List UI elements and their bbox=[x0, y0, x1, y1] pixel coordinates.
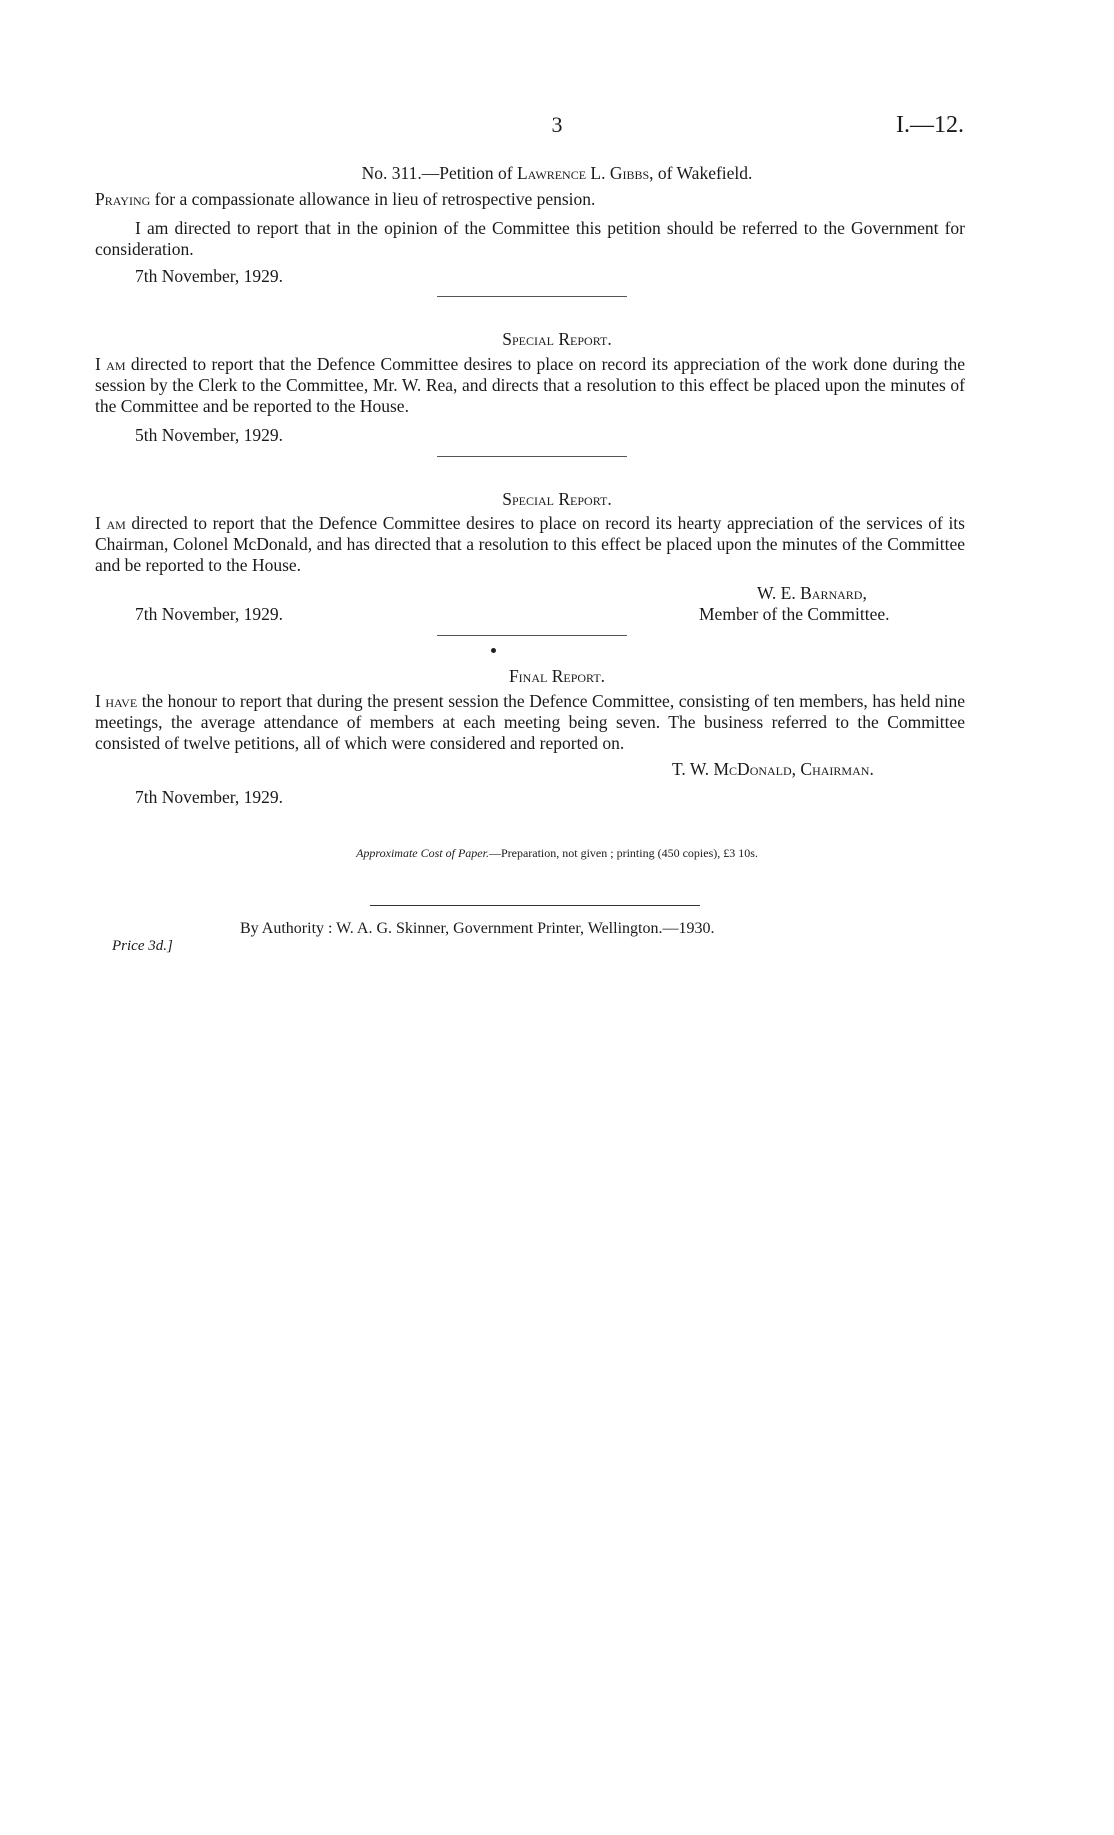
special-report-paragraph bbox=[95, 513, 965, 576]
section-divider bbox=[437, 635, 627, 636]
praying-paragraph bbox=[95, 189, 965, 210]
praying-lead: Praying bbox=[95, 189, 151, 209]
section-divider bbox=[437, 296, 627, 297]
signatory-title: Member of the Committee. bbox=[699, 604, 890, 624]
authority-line: By Authority : W. A. G. Skinner, Government Printer, Wellington.—1930. bbox=[240, 920, 715, 937]
petition-date: 7th November, 1929. bbox=[135, 266, 284, 286]
petitioner-name: Lawrence L. Gibbs bbox=[516, 163, 650, 183]
special-report-date: 7th November, 1929. bbox=[135, 604, 284, 624]
cost-note-label: Approximate Cost of Paper. bbox=[356, 846, 489, 860]
special-report-paragraph bbox=[95, 354, 965, 417]
praying-text: for a compassionate allowance in lieu of retrospective pension. bbox=[150, 189, 596, 209]
final-report-heading: Final Report. bbox=[508, 666, 606, 686]
petition-title-prefix: No. 311.—Petition of bbox=[361, 163, 517, 183]
special-report-lead: I am bbox=[95, 354, 126, 374]
petition-report: I am directed to report that in the opinion of the Committee this petition should be referred to the Government for consideration. bbox=[95, 218, 965, 259]
special-report-lead: I am bbox=[95, 513, 126, 533]
section-divider bbox=[437, 456, 627, 457]
final-report-signatory: T. W. McDonald, Chairman. bbox=[672, 759, 874, 779]
special-report-heading: Special Report. bbox=[502, 329, 612, 349]
final-report-lead: I have bbox=[95, 691, 138, 711]
cost-note-text: —Preparation, not given ; printing (450 copies), £3 10s. bbox=[488, 846, 758, 860]
special-report-date: 5th November, 1929. bbox=[135, 425, 284, 445]
signatory-name: W. E. Barnard, bbox=[757, 583, 867, 603]
document-reference: I.—12. bbox=[896, 112, 964, 138]
special-report-text: directed to report that the Defence Committee desires to place on record its hearty appreciation of the services of its Chairman, Colonel McDonald, and has directed that a resolution to this effect be placed upon the minutes of the Committee and be reported to the House. bbox=[95, 513, 965, 575]
petition-title bbox=[0, 163, 1114, 184]
final-report-paragraph bbox=[95, 691, 965, 754]
petition-title-suffix: , of Wakefield. bbox=[649, 163, 753, 183]
final-report-date: 7th November, 1929. bbox=[135, 787, 284, 807]
ornament-dot bbox=[491, 648, 496, 653]
special-report-text: directed to report that the Defence Committee desires to place on record its appreciation of the work done during the session by the Clerk to the Committee, Mr. W. Rea, and directs that a resolution to this effect be placed upon the minutes of the Committee and be reported to the House. bbox=[95, 354, 965, 416]
special-report-heading: Special Report. bbox=[502, 489, 612, 509]
price-label: Price 3d.] bbox=[112, 938, 173, 954]
page-number: 3 bbox=[551, 112, 563, 137]
cost-note bbox=[0, 846, 1114, 861]
footer-rule bbox=[370, 905, 700, 906]
final-report-text: the honour to report that during the present session the Defence Committee, consisting of ten members, has held nine meetings, the average attendance of members at each meeting being seven. The business referred to the Committee consisted of twelve petitions, all of which were considered and reported on. bbox=[95, 691, 966, 753]
